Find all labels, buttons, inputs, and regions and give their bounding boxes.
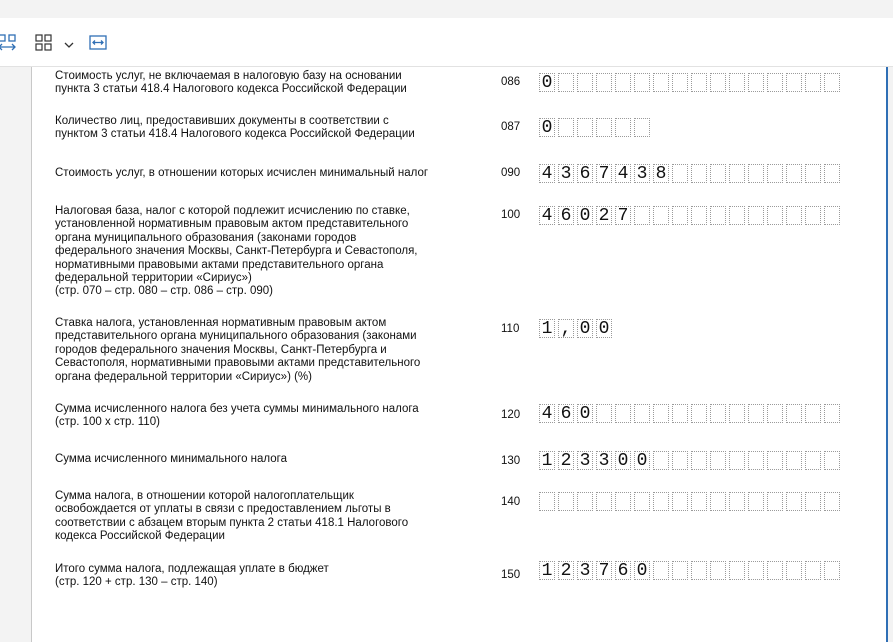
value-char-cell (691, 561, 707, 580)
value-char-cell (786, 404, 802, 423)
form-page (31, 67, 888, 642)
value-char-cell (824, 73, 840, 92)
value-char-cell (710, 561, 726, 580)
value-char-cell: 3 (634, 164, 650, 183)
value-char-cell: 4 (539, 404, 555, 423)
value-char-cell: 0 (596, 319, 612, 338)
value-cells[interactable] (539, 451, 843, 470)
value-char-cell (634, 492, 650, 511)
value-char-cell: , (558, 319, 574, 338)
value-char-cell (729, 206, 745, 225)
value-char-cell (558, 492, 574, 511)
value-char-cell (729, 404, 745, 423)
row-code: 150 (501, 569, 521, 581)
value-char-cell: 0 (539, 73, 555, 92)
value-char-cell (615, 118, 631, 137)
row-code: 110 (501, 323, 520, 335)
row-label: Сумма налога, в отношении которой налогоплательщик освобождается от уплаты в связи с предоставлением льготы в соответствии с абзацем вторым пункта 2 статьи 418.1 Налогового кодекса Российской Федерации (55, 490, 409, 543)
value-char-cell (691, 206, 707, 225)
value-char-cell (653, 451, 669, 470)
row-code: 087 (501, 121, 521, 133)
value-char-cell: 0 (539, 118, 555, 137)
value-char-cell (710, 492, 726, 511)
fit-width-icon[interactable] (88, 33, 108, 58)
value-char-cell (634, 73, 650, 92)
value-char-cell: 2 (558, 451, 574, 470)
value-char-cell (748, 206, 764, 225)
row-code: 086 (501, 76, 521, 88)
value-char-cell: 4 (539, 206, 555, 225)
value-char-cell (577, 73, 593, 92)
row-code: 120 (501, 409, 521, 421)
value-char-cell (710, 164, 726, 183)
value-char-cell (767, 451, 783, 470)
value-char-cell (577, 118, 593, 137)
value-char-cell (786, 73, 802, 92)
value-char-cell (824, 561, 840, 580)
value-cells[interactable] (539, 118, 653, 137)
value-char-cell (634, 404, 650, 423)
value-char-cell (691, 404, 707, 423)
value-char-cell (634, 206, 650, 225)
value-cells[interactable] (539, 164, 843, 183)
value-char-cell (786, 206, 802, 225)
value-char-cell (653, 492, 669, 511)
row-label: Итого сумма налога, подлежащая уплате в бюджет (стр. 120 + стр. 130 – стр. 140) (55, 563, 329, 589)
value-char-cell (691, 451, 707, 470)
value-char-cell: 3 (577, 451, 593, 470)
value-char-cell (767, 561, 783, 580)
value-char-cell (615, 73, 631, 92)
value-char-cell (824, 164, 840, 183)
value-char-cell (596, 73, 612, 92)
value-char-cell (558, 118, 574, 137)
value-char-cell (615, 404, 631, 423)
value-char-cell (805, 492, 821, 511)
value-char-cell (767, 164, 783, 183)
value-char-cell (672, 206, 688, 225)
value-char-cell: 4 (615, 164, 631, 183)
value-char-cell (672, 404, 688, 423)
value-char-cell (710, 73, 726, 92)
value-char-cell (767, 206, 783, 225)
value-char-cell: 6 (558, 206, 574, 225)
row-label: Ставка налога, установленная нормативным правовым актом представительного органа муниципального образования (законами городов федерального значения Москвы, Санкт-Петербурга и Севастополя, нормативными правовыми актами представительного органа федеральной территории «Сириус») (%) (55, 317, 421, 383)
value-char-cell: 6 (558, 404, 574, 423)
value-char-cell: 6 (577, 164, 593, 183)
value-char-cell: 7 (596, 164, 612, 183)
value-char-cell (748, 404, 764, 423)
row-label: Сумма исчисленного налога без учета суммы минимального налога (стр. 100 x стр. 110) (55, 403, 419, 429)
value-char-cell: 0 (615, 451, 631, 470)
value-char-cell: 7 (596, 561, 612, 580)
row-label: Количество лиц, предоставивших документы в соответствии с пунктом 3 статьи 418.4 Налогового кодекса Российской Федерации (55, 115, 415, 141)
value-char-cell (767, 404, 783, 423)
value-char-cell (748, 492, 764, 511)
value-char-cell: 0 (577, 404, 593, 423)
value-char-cell (805, 164, 821, 183)
value-char-cell (672, 164, 688, 183)
value-char-cell (748, 164, 764, 183)
value-char-cell (748, 73, 764, 92)
value-char-cell (786, 451, 802, 470)
value-char-cell (805, 404, 821, 423)
value-char-cell (691, 73, 707, 92)
value-char-cell (596, 492, 612, 511)
value-cells[interactable] (539, 73, 843, 92)
value-char-cell (824, 451, 840, 470)
value-char-cell (767, 73, 783, 92)
value-char-cell (653, 206, 669, 225)
value-char-cell (653, 404, 669, 423)
value-char-cell (672, 561, 688, 580)
value-cells[interactable] (539, 561, 843, 580)
value-char-cell: 0 (577, 319, 593, 338)
value-char-cell (805, 451, 821, 470)
value-cells[interactable] (539, 319, 615, 338)
value-char-cell (824, 492, 840, 511)
value-char-cell (729, 164, 745, 183)
value-char-cell: 0 (634, 561, 650, 580)
value-char-cell (729, 492, 745, 511)
viewer-toolbar (0, 18, 893, 67)
value-char-cell (824, 206, 840, 225)
value-char-cell (672, 73, 688, 92)
row-label: Налоговая база, налог с которой подлежит исчислению по ставке, установленной нормативным правовым актом представительного органа муниципального образования (законами городов федерального значения Москвы, Санкт-Петербурга и Севастополя, нормативными правовыми актами представительного органа федеральной территории «Сириус») (стр. 070 – стр. 080 – стр. 086 – стр. 090) (55, 205, 418, 298)
value-char-cell: 3 (558, 164, 574, 183)
value-char-cell: 2 (558, 561, 574, 580)
row-label: Стоимость услуг, в отношении которых исчислен минимальный налог (55, 167, 429, 179)
value-cells[interactable] (539, 404, 843, 423)
value-char-cell (729, 451, 745, 470)
value-char-cell (729, 561, 745, 580)
chevron-down-icon[interactable] (63, 37, 75, 55)
value-char-cell (672, 492, 688, 511)
value-char-cell (786, 164, 802, 183)
value-char-cell (577, 492, 593, 511)
value-char-cell (596, 118, 612, 137)
value-char-cell (786, 561, 802, 580)
value-char-cell: 7 (615, 206, 631, 225)
value-char-cell (691, 164, 707, 183)
value-char-cell (710, 451, 726, 470)
value-char-cell (672, 451, 688, 470)
two-page-view-icon[interactable] (0, 33, 20, 58)
value-char-cell: 6 (615, 561, 631, 580)
value-char-cell (539, 492, 555, 511)
row-label: Стоимость услуг, не включаемая в налоговую базу на основании пункта 3 статьи 418.4 Налогового кодекса Российской Федерации (55, 70, 407, 96)
value-char-cell (748, 451, 764, 470)
row-code: 130 (501, 455, 521, 467)
value-char-cell (767, 492, 783, 511)
window-top-strip (0, 0, 893, 18)
value-char-cell: 3 (577, 561, 593, 580)
value-char-cell (710, 206, 726, 225)
value-char-cell: 1 (539, 561, 555, 580)
row-label: Сумма исчисленного минимального налога (55, 453, 287, 465)
value-cells[interactable] (539, 206, 843, 225)
row-code: 140 (501, 496, 521, 508)
value-char-cell (786, 492, 802, 511)
value-char-cell: 0 (577, 206, 593, 225)
value-char-cell: 2 (596, 206, 612, 225)
value-char-cell (558, 73, 574, 92)
value-char-cell: 1 (539, 319, 555, 338)
value-char-cell: 0 (634, 451, 650, 470)
row-code: 090 (501, 167, 521, 179)
value-char-cell (634, 118, 650, 137)
value-char-cell (653, 73, 669, 92)
value-cells[interactable] (539, 492, 843, 511)
value-char-cell (596, 404, 612, 423)
value-char-cell (805, 206, 821, 225)
value-char-cell (805, 73, 821, 92)
value-char-cell (805, 561, 821, 580)
value-char-cell: 4 (539, 164, 555, 183)
value-char-cell (824, 404, 840, 423)
value-char-cell (653, 561, 669, 580)
value-char-cell: 8 (653, 164, 669, 183)
value-char-cell (710, 404, 726, 423)
value-char-cell (691, 492, 707, 511)
grid-view-icon[interactable] (34, 33, 54, 58)
value-char-cell (729, 73, 745, 92)
value-char-cell: 3 (596, 451, 612, 470)
value-char-cell (748, 561, 764, 580)
value-char-cell: 1 (539, 451, 555, 470)
row-code: 100 (501, 209, 521, 221)
value-char-cell (615, 492, 631, 511)
